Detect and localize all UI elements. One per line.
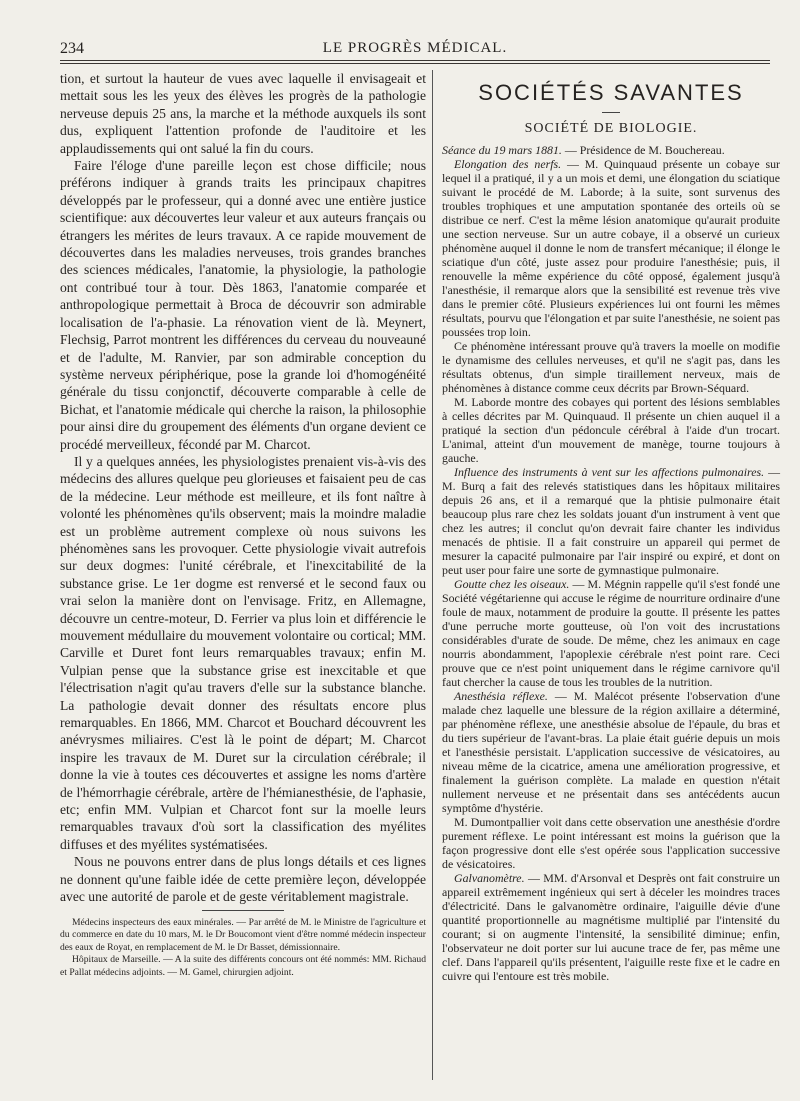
report-heading: Influence des instruments à vent sur les affections pulmonaires.	[454, 465, 765, 479]
page-header	[60, 40, 770, 60]
report-heading: Elongation des nerfs.	[454, 157, 562, 171]
report-paragraph	[442, 577, 780, 689]
article-paragraph: tion, et surtout la hauteur de vues avec laquelle il envisageait et mettait sous les les yeux des élèves les progrès de la pathologie nerveuse depuis 25 ans, la marche et la méthode auxquels ils sont dus, expliquent l'attention profonde de l'auditoire et les applaudissements qui ont salué la fin du cours.	[60, 71, 426, 156]
seance-line	[442, 143, 780, 157]
report-text: Ce phénomène intéressant prouve qu'à travers la moelle on modifie le dynamisme des cellules nerveuses, et qu'il ne s'agit pas, dans les résultats obtenus, d'un simple tiraillement nerveux, mais de phénomènes à distance comme ceux décrits par Brown-Séquard.	[442, 339, 780, 395]
report-paragraph	[442, 689, 780, 815]
report-heading: Goutte chez les oiseaux.	[454, 577, 570, 591]
report-heading: Anesthésia réflexe.	[454, 689, 548, 703]
header-rule	[60, 60, 770, 61]
seance-presidence: — Présidence de M. Bouchereau.	[564, 143, 725, 157]
journal-title: LE PROGRÈS MÉDICAL.	[322, 40, 508, 56]
report-text: — M. Malécot présente l'observation d'une malade chez laquelle une blessure de la région axillaire a déterminé, par phénomène réflexe, une anesthésie absolue de l'épaule, du bras et du tiers supérieur de l'avant-bras. La plaie était guérie depuis un mois et l'anesthésie persistait. L'application successive de vésicatoires, au niveau même de la cicatrice, amena une amélioration progressive, et finalement la guérison complète. La malade en question n'était nullement nerveuse et ne présentait dans ses antécédents aucun symptôme d'hystérie.	[442, 689, 780, 815]
news-note: Hôpitaux de Marseille. — A la suite des différents concours ont été nommés: MM. Richaud et Pallat médecins adjoints. — M. Gamel, chirurgien adjoint.	[60, 954, 426, 978]
article-paragraph: Faire l'éloge d'une pareille leçon est chose difficile; nous préférons indiquer à grands traits les principaux chapitres développés par le professeur, qui a donné avec une entière justice scientifique: aux découvertes leur valeur et aux auteurs français ou étrangers les mérites de leurs travaux. A ce rapide mouvement de découvertes dans les maladies nerveuses, trois grandes branches des sciences médicales, l'anatomie, la physiologie, la pathologie ont contribué tour à tour. Dès 1863, l'anatomie comparée et anthropologique permettait à Broca de découvrir son admirable localisation de l'a-phasie. La rénovation vient de là. Meynert, Flechsig, Parrot montrent les différences du cerveau du nouveauné et de l'adulte, M. Ranvier, par son admirable conception du système nerveux périphérique, pose la grande loi d'homogénéité générale du tissu conjonctif, découverte comparable à celle de Bichat, et l'anatomie médicale qui cherche la raison, la philosophie pour ainsi dire du groupement des éléments d'un organe devient ce procédé merveilleux, fécondé par M. Charcot.	[60, 158, 426, 452]
report-text: — M. Burq a fait des relevés statistiques dans les hôpitaux militaires depuis 26 ans, et il a remarqué que la phtisie pulmonaire était beaucoup plus rare chez les soldats jouant d'un instrument à vent que chez les autres; il conclut qu'on devrait faire chanter les individus menacés de phtisie. Il a fait construire un appareil qui permet de mesurer la capacité pulmonaire par l'air inspiré ou expiré, et dont on peut user pour faire une sorte de gymnastique pulmonaire.	[442, 465, 780, 577]
report-paragraph	[442, 465, 780, 577]
section-title: SOCIÉTÉS SAVANTES	[478, 80, 744, 105]
report-text: M. Dumontpallier voit dans cette observation une anesthésie d'ordre purement réflexe. Le point intéressant est moins la guérison que la façon progressive dont elle s'est opérée sous l'application successive de vésicatoires.	[442, 815, 780, 871]
seance-date: Séance du 19 mars 1881.	[442, 143, 562, 157]
report-heading: Galvanomètre.	[454, 871, 525, 885]
society-title: SOCIÉTÉ DE BIOLOGIE.	[524, 121, 698, 136]
article-paragraph: Nous ne pouvons entrer dans de plus longs détails et ces lignes ne donnent qu'une faible idée de cette première leçon, développée avec une autorité de parole et de geste véritablement magistrale.	[60, 854, 426, 905]
report-paragraph	[442, 157, 780, 339]
report-text: M. Laborde montre des cobayes qui portent des lésions semblables à celles décrites par M. Quinquaud. Il présente un chien auquel il a pratiqué la section d'un pédoncule cérébral à l'aide d'un trocart. L'animal, atteint d'un mouvement de manège, tourne toujours à gauche.	[442, 395, 780, 465]
column-divider	[432, 70, 433, 1080]
header-rule-thin	[60, 63, 770, 64]
report-paragraph	[442, 395, 780, 465]
news-note: Médecins inspecteurs des eaux minérales. — Par arrêté de M. le Ministre de l'agriculture et du commerce en date du 10 mars, M. le Dr Boucomont vient d'être nommé médecin inspecteur des eaux de Royat, en remplacement de M. le Dr Basset, démissionnaire.	[60, 916, 426, 953]
report-paragraph	[442, 871, 780, 983]
report-text: — M. Quinquaud présente un cobaye sur lequel il a pratiqué, il y a un mois et demi, une élongation du sciatique suivant le procédé de M. Laborde; à la suite, sont survenus des troubles trophiques et une amputation spontanée des orteils où se distribue ce nerf. C'est la même lésion anatomique qu'aurait produite une section nerveuse. Sur un autre cobaye, il a observé un curieux phénomène auquel il donne le nom de transfert mécanique; il élonge le sciatique d'un côté, juste assez pour produire l'anesthésie; puis, il renouvelle la même expérience du côté opposé, également jusqu'à l'anesthésie, il remarque alors que la sensibilité est revenue très vive dans le premier côté. Plusieurs expériences lui ont fourni les mêmes résultats, pourvu que l'élongation et par suite l'anesthésie, ne soient pas poussées trop loin.	[442, 157, 780, 339]
report-paragraph	[442, 339, 780, 395]
report-text: — M. Mégnin rappelle qu'il s'est fondé une Société végétarienne qui accuse le régime de nourriture ordinaire d'une foule de maux, notamment de produire la goutte. Il présente les pattes d'une perruche morte goutteuse, où l'on voit des incrustations considérables d'urate de soude. De même, chez les animaux en cage nourris abondamment, l'apoplexie cérébrale n'est point rare. Ceci prouve que ce n'est point uniquement dans le régime carnivore qu'il faut chercher la cause de tous les troubles de la nutrition.	[442, 577, 780, 689]
notes-divider	[202, 910, 284, 911]
page-number: 234	[60, 40, 84, 57]
article-paragraph: Il y a quelques années, les physiologistes prenaient vis-à-vis des médecins des allures quelque peu glorieuses et faisaient peu de cas de la médecine. Leur méthode est meilleure, et ils font naître à volonté les phénomènes qu'ils observent; mais la moindre maladie est un problème autrement complexe où nous suivons les phénomènes sans les provoquer. Cette physiologie vivait autrefois sur deux dogmes: l'unité cérébrale, et l'inexcitabilité de la substance grise. Le 1er dogme est renversé et le second faux ou vrai selon la manière dont on l'envisage. Fritz, en Allemagne, découvre un centre-moteur, D. Ferrier va plus loin et différencie le mouvement médullaire du mouvement volontaire ou cortical; MM. Carville et Duret font leurs remarquables travaux; enfin M. Vulpian pense que la substance grise est inexcitable et que l'électrisation n'agit qu'au travers d'elle sur la substance blanche. La pathologie devait donner des résultats encore plus remarquables. En 1866, MM. Charcot et Bouchard découvrent les anévrysmes miliaires. C'est là le point de départ; M. Charcot inspire les travaux de M. Duret sur la circulation cérébrale; il donne la vie à toutes ces découvertes et assigne les noms d'artère de l'hémorrhagie cérébrale, artère de l'hémianesthésie, de l'aphasie, etc; enfin MM. Vulpian et Charcot font sur la moelle leurs remarquables travaux d'où sort la classification des myélites diffuses et des myélites systématisées.	[60, 453, 426, 852]
left-column	[60, 70, 426, 979]
section-divider	[602, 112, 620, 113]
right-column	[442, 70, 780, 983]
report-paragraph	[442, 815, 780, 871]
report-text: — MM. d'Arsonval et Desprès ont fait construire un appareil extrêmement ingénieux qui sert à déceler les moindres traces d'électricité. Dans le galvanomètre ordinaire, l'aiguille dévie d'une quantité proportionnelle au magnétisme multiplié par l'intensité du courant; si on augmente l'intensité, la sensibilité diminue; enfin, l'observateur ne doit porter sur lui aucune trace de fer, pas même une clef. Dans l'appareil qu'ils présentent, l'aiguille reste fixe et le cadre en cuivre qui l'entoure est très mobile.	[442, 871, 780, 983]
